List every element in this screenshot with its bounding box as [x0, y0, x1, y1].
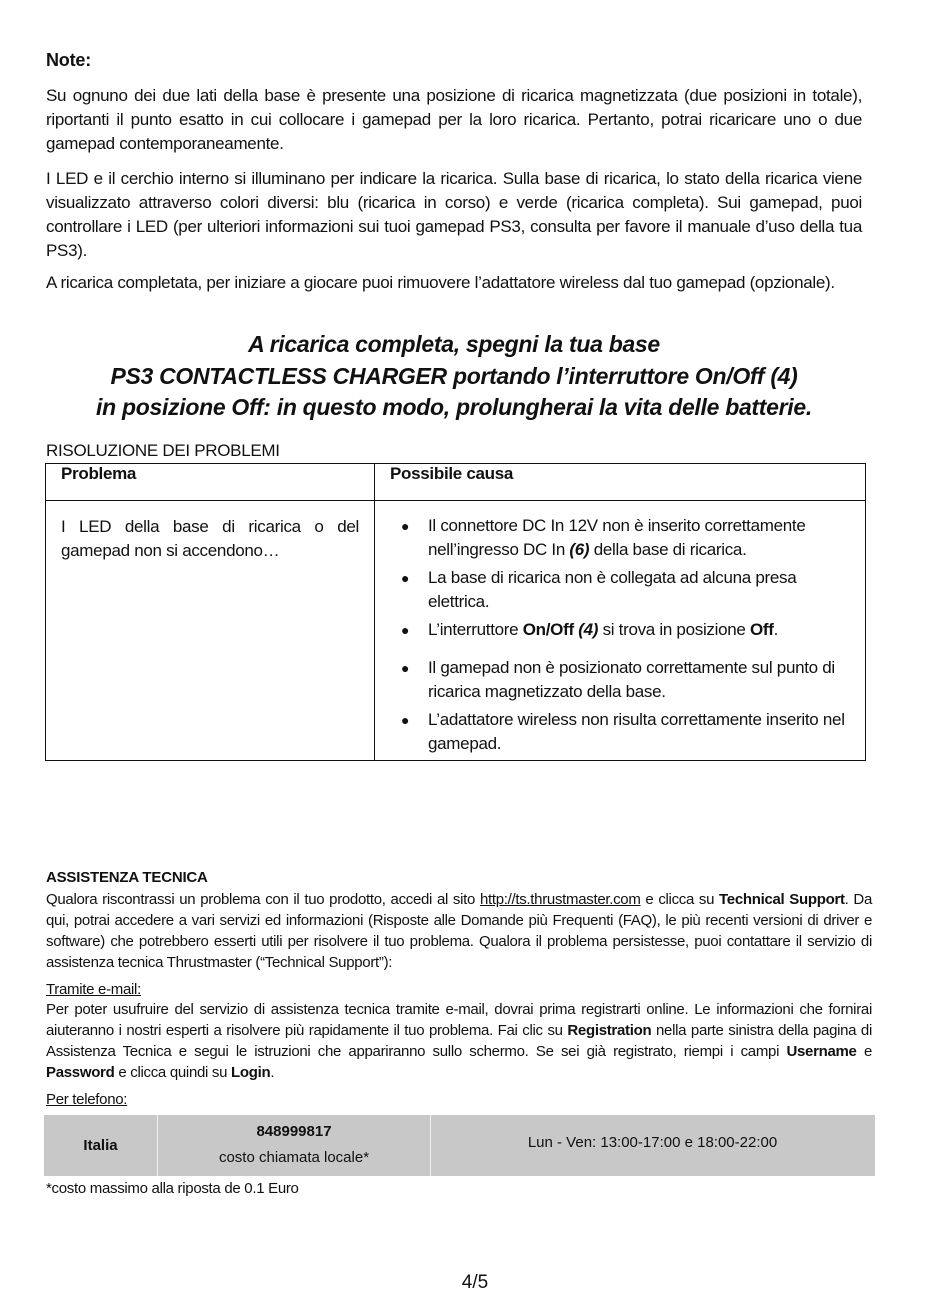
technical-support-label: Technical Support [719, 891, 845, 908]
note-paragraph-remove-adapter: A ricarica completata, per iniziare a giocare puoi rimuovere l’adattatore wireless dal tuo gamepad (opzionale). [46, 273, 835, 292]
phone-cost: costo chiamata locale* [218, 1149, 370, 1166]
email-paragraph: Per poter usufruire del servizio di assistenza tecnica tramite e-mail, dovrai prima registrarti online. Le informazioni che fornirai aiuteranno i nostri esperti a risolvere più rapidamente il tuo problema. Fai clic su Registration nella parte sinistra della pagina di Assistenza Tecnica e segui le istruzioni che appariranno sullo schermo. Se sei già registrato, riempi i campi Username e Password e clicca quindi su Login. [46, 1001, 873, 1081]
problem-cell: I LED della base di ricarica o del gamepad non si accendono… [46, 501, 375, 761]
warning-block [46, 329, 862, 424]
causes-list [398, 514, 855, 756]
warning-line: PS3 CONTACTLESS CHARGER portando l’interruttore On/Off (4) [110, 362, 798, 389]
causes-cell [375, 501, 866, 761]
column-header-problem: Problema [46, 464, 375, 501]
phone-hours: Lun - Ven: 13:00-17:00 e 18:00-22:00 [527, 1134, 778, 1151]
list-item: ● L’adattatore wireless non risulta correttamente inserito nel gamepad. [401, 710, 845, 753]
assistance-heading: ASSISTENZA TECNICA [46, 869, 208, 886]
table-header-row [46, 464, 866, 501]
warning-line: in posizione Off: in questo modo, prolungherai la vita delle batterie. [96, 394, 812, 420]
footnote: *costo massimo alla riposta de 0.1 Euro [46, 1180, 299, 1197]
warning-line: A ricarica completa, spegni la tua base [248, 331, 660, 357]
phone-country: Italia [83, 1137, 118, 1154]
troubleshooting-heading: RISOLUZIONE DEI PROBLEMI [46, 441, 280, 460]
bullet-icon: ● [401, 518, 410, 534]
email-label: Tramite e-mail: [46, 981, 141, 998]
list-item: ● La base di ricarica non è collegata ad alcuna presa elettrica. [401, 568, 797, 611]
bullet-icon: ● [401, 622, 410, 638]
bullet-icon: ● [401, 570, 410, 586]
column-header-cause: Possibile causa [375, 464, 866, 501]
phone-number: 848999817 [256, 1123, 332, 1140]
note-paragraph-led: I LED e il cerchio interno si illuminano per indicare la ricarica. Sulla base di ricarica, lo stato della ricarica viene visualizzato attraverso colori diversi: blu (ricarica in corso) e verde (ricarica completa). Sui gamepad, puoi controllare i LED (per ulteriori informazioni sui tuoi gamepad PS3, consulta per favore il manuale d’uso della tua PS3). [46, 169, 862, 260]
bullet-icon: ● [401, 660, 410, 676]
list-item: ● Il gamepad non è posizionato correttamente sul punto di ricarica magnetizzato della base. [401, 658, 835, 701]
note-paragraph-charging-positions: Su ognuno dei due lati della base è presente una posizione di ricarica magnetizzata (due posizioni in totale), riportanti il punto esatto in cui collocare i gamepad per la loro ricarica. Pertanto, potrai ricaricare uno o due gamepad contemporaneamente. [46, 86, 862, 153]
phone-label: Per telefono: [46, 1091, 128, 1108]
page-number: 4/5 [461, 1272, 489, 1293]
phone-number-cell [157, 1115, 431, 1176]
support-site-link[interactable]: http://ts.thrustmaster.com [479, 891, 641, 908]
phone-table [44, 1115, 875, 1176]
table-row [46, 501, 866, 761]
list-item: ● L’interruttore On/Off (4) si trova in posizione Off. [398, 618, 855, 642]
troubleshooting-table [45, 463, 866, 761]
list-item: ● Il connettore DC In 12V non è inserito correttamente nell’ingresso DC In (6) della base di ricarica. [401, 516, 806, 559]
assistance-paragraph: Qualora riscontrassi un problema con il tuo prodotto, accedi al sito http://ts.thrustmaster.com e clicca su Technical Support. Da qui, potrai accedere a vari servizi ed informazioni (Risposte alle Domande più Frequenti (FAQ), le più recenti versioni di driver e software) che potrebbero esserti utili per risolvere il tuo problema. Qualora il problema persistesse, puoi contattare il servizio di assistenza tecnica Thrustmaster (“Technical Support”): [46, 891, 872, 971]
note-heading: Note: [46, 50, 91, 70]
bullet-icon: ● [401, 712, 410, 728]
